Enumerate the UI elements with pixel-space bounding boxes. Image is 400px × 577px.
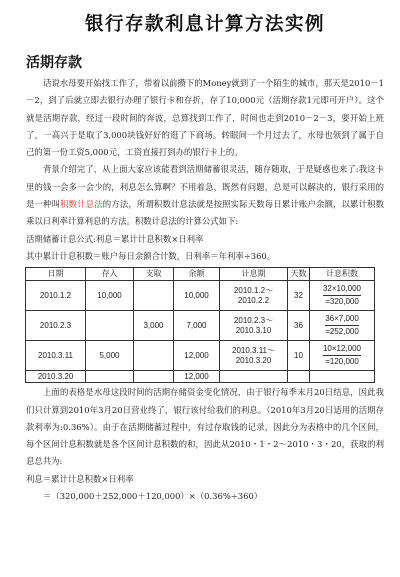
table-row bbox=[26, 341, 375, 371]
cell-balance: 12,000 bbox=[174, 341, 220, 371]
paragraph-story: 话说水母要开始找工作了，带着以前攒下的Money就到了一个陌生的城市，那天是2010－1－2，到了后就立即去银行办理了银行卡和存折，存了10,000元（活期存款1元即可开户）。这个就是活期存款，经过一段时间的奔波，总算找到工作了，时间也走到2010－2－3，要开始上班了，一高兴于是取了3,000块钱好好的逛了下商场。转眼间一个月过去了，水母也领到了属于自己的第一份工资5,000元，工资直接打到办的银行卡上的。 bbox=[26, 78, 384, 158]
header-product: 计息积数 bbox=[310, 268, 375, 281]
cell-product bbox=[310, 281, 375, 311]
cell-withdraw bbox=[134, 281, 174, 311]
cell-deposit: 10,000 bbox=[86, 281, 134, 311]
cell-withdraw bbox=[134, 371, 174, 383]
cell-product bbox=[310, 311, 375, 341]
cell-product bbox=[310, 341, 375, 371]
cell-balance: 7,000 bbox=[174, 311, 220, 341]
header-days: 天数 bbox=[288, 268, 310, 281]
table-row bbox=[26, 281, 375, 311]
table-row bbox=[26, 371, 375, 383]
formula-total-interest: 利息＝累计计息积数×日利率 bbox=[26, 473, 134, 484]
section-heading: 活期存款 bbox=[26, 55, 82, 71]
cell-period bbox=[220, 281, 288, 311]
period-start: 2010.2.3～ bbox=[233, 315, 274, 325]
formula-total-calc: ＝（320,000＋252,000＋120,000）×（0.36%÷360） bbox=[43, 491, 263, 502]
cell-deposit bbox=[86, 371, 134, 383]
cell-deposit bbox=[86, 311, 134, 341]
cell-product bbox=[310, 371, 375, 383]
cell-deposit: 5,000 bbox=[86, 341, 134, 371]
header-date: 日期 bbox=[26, 268, 86, 281]
table-header-row bbox=[26, 268, 375, 281]
cell-period bbox=[220, 341, 288, 371]
period-start: 2010.1.2～ bbox=[233, 285, 274, 295]
cell-days: 36 bbox=[288, 311, 310, 341]
cell-balance: 12,000 bbox=[174, 371, 220, 383]
cell-withdraw bbox=[134, 341, 174, 371]
header-deposit: 存入 bbox=[86, 268, 134, 281]
period-end: 2010.2.2 bbox=[237, 295, 270, 305]
product-result: =252,000 bbox=[325, 327, 359, 337]
cell-date: 2010.1.2 bbox=[26, 281, 86, 311]
cell-days: 32 bbox=[288, 281, 310, 311]
cell-balance: 10,000 bbox=[174, 281, 220, 311]
paragraph-explanation: 上面的表格是水母这段时间的活期存储资金变化情况，由于银行每季末月20日结息，因此我们只计算到2010年3月20日营业终了，银行该付给我们的利息。（2010年3月20日适用的活期存款利率为:0.36%）。由于在活期储蓄过程中，有过存取钱的记录，因此分为表格中的几个区间，每个区间计息积数就是各个区间计息积数的和，因此从2010・1・2～2010・3・20，获取的利息总共为: bbox=[26, 387, 384, 467]
header-balance: 余额 bbox=[174, 268, 220, 281]
article-title: 银行存款利息计算方法实例 bbox=[84, 14, 325, 35]
product-formula: 32×10,000 bbox=[323, 284, 361, 296]
cell-days: 10 bbox=[288, 341, 310, 371]
product-result: =120,000 bbox=[325, 357, 359, 367]
period-start: 2010.3.11～ bbox=[232, 345, 275, 355]
formula-accumulation: 其中累计计息积数＝账户每日余额合计数，日利率＝年利率÷360。 bbox=[26, 250, 276, 261]
cell-days bbox=[288, 371, 310, 383]
period-end: 2010.3.20 bbox=[235, 355, 272, 365]
deposit-ledger-table bbox=[25, 267, 375, 383]
cell-withdraw: 3,000 bbox=[134, 311, 174, 341]
header-period: 计息期 bbox=[220, 268, 288, 281]
product-formula: 10×12,000 bbox=[323, 344, 361, 356]
header-withdraw: 支取 bbox=[134, 268, 174, 281]
cell-date: 2010.3.11 bbox=[26, 341, 86, 371]
cell-period bbox=[220, 311, 288, 341]
table-row bbox=[26, 311, 375, 341]
interest-method-link[interactable]: 积数计息法 bbox=[60, 199, 103, 210]
cell-period bbox=[220, 371, 288, 383]
cell-date: 2010.3.20 bbox=[26, 371, 86, 383]
cell-date: 2010.2.3 bbox=[26, 311, 86, 341]
paragraph-method bbox=[26, 161, 384, 230]
product-result: =320,000 bbox=[325, 297, 359, 307]
paragraph-method-text-cont: 的方法，所谓积数计息法就是按照实际天数每日累计账户余额，以累计积数乘以日利率计算利息的方法。积数计息法的计算公式如下: bbox=[26, 199, 385, 227]
product-formula: 36×7,000 bbox=[325, 314, 359, 326]
period-end: 2010.3.10 bbox=[235, 325, 272, 335]
formula-interest: 活期储蓄计息公式:利息＝累计计息积数×日利率 bbox=[26, 233, 204, 244]
paragraph-method-text: 背景介绍完了，从上面大家应该能看到活期储蓄很灵活，随存随取，于是疑惑也来了:我这卡里的钱一会多一会少的，利息怎么算啊？不用着急，既然有问题，总是可以解决的，银行采用的是一种叫 bbox=[26, 164, 384, 210]
